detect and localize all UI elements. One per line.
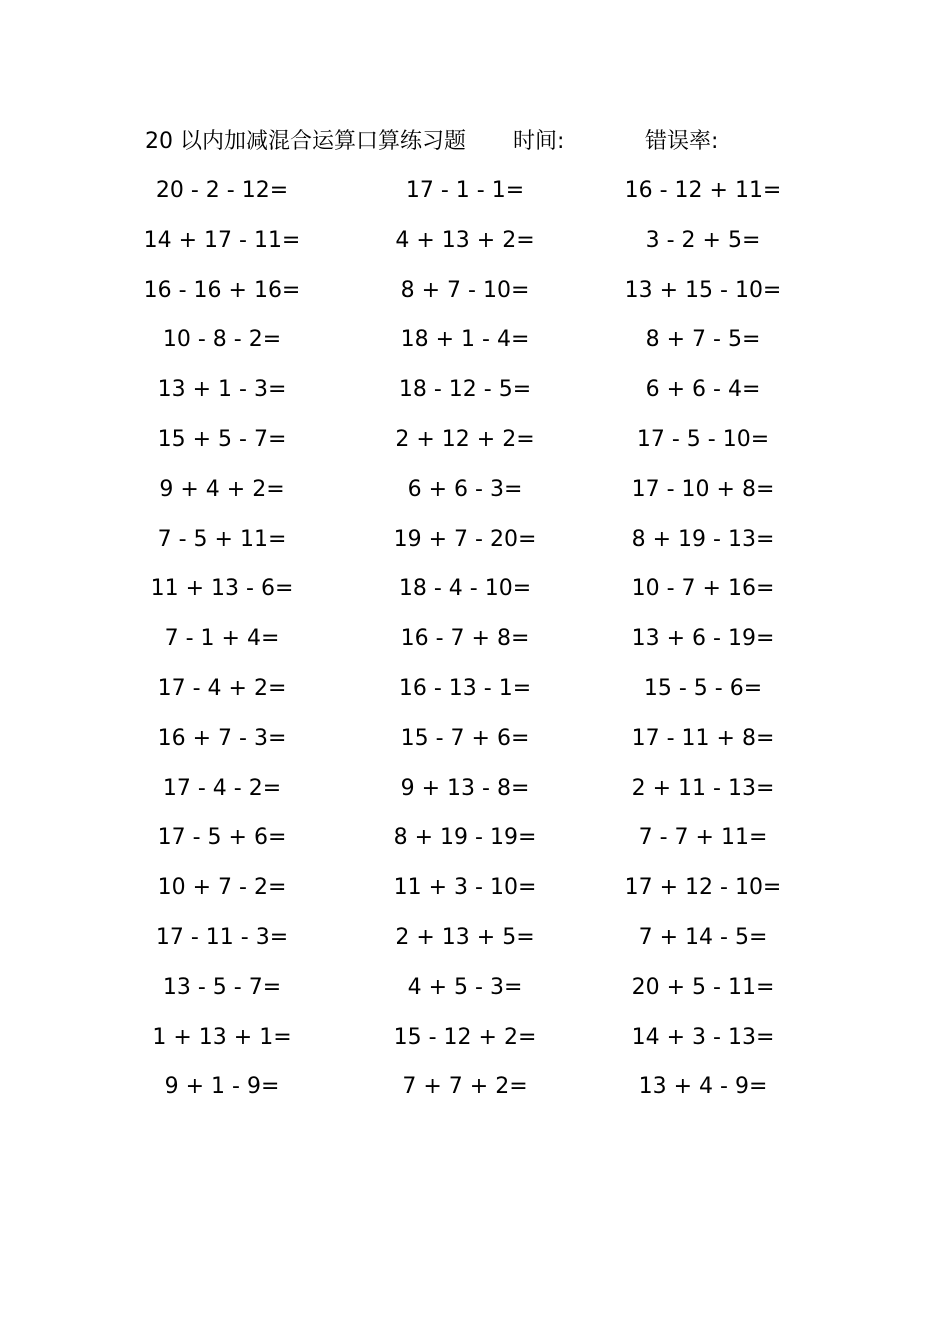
problem-cell: 19 + 7 - 20= xyxy=(393,526,537,552)
problem-cell: 15 - 12 + 2= xyxy=(393,1024,537,1050)
problem-row xyxy=(0,671,950,721)
problem-cell: 4 + 5 - 3= xyxy=(407,974,523,1000)
problem-cell: 16 - 16 + 16= xyxy=(143,277,301,303)
problem-cell: 18 - 12 - 5= xyxy=(398,377,532,403)
problem-cell: 17 - 5 - 10= xyxy=(636,426,770,452)
problem-cell: 9 + 4 + 2= xyxy=(159,476,285,502)
problem-cell: 8 + 19 - 13= xyxy=(631,526,775,552)
problem-cell: 17 - 5 + 6= xyxy=(157,825,287,851)
problem-cell: 7 - 1 + 4= xyxy=(164,626,280,652)
problem-row xyxy=(0,621,950,671)
problem-row xyxy=(0,721,950,771)
problem-cell: 20 - 2 - 12= xyxy=(155,178,289,203)
problem-row xyxy=(0,422,950,472)
problem-grid xyxy=(0,173,950,1119)
problem-cell: 10 + 7 - 2= xyxy=(157,875,287,901)
time-label: 时间: xyxy=(513,129,565,154)
problem-cell: 15 + 5 - 7= xyxy=(157,426,287,452)
problem-cell: 17 - 4 + 2= xyxy=(157,675,287,701)
problem-row xyxy=(0,571,950,621)
problem-row xyxy=(0,472,950,522)
problem-row xyxy=(0,1069,950,1119)
problem-cell: 9 + 1 - 9= xyxy=(164,1074,280,1100)
problem-cell: 16 + 7 - 3= xyxy=(157,725,287,751)
problem-row xyxy=(0,820,950,870)
problem-cell: 18 - 4 - 10= xyxy=(398,576,532,602)
problem-cell: 7 - 7 + 11= xyxy=(638,825,768,851)
problem-cell: 1 + 13 + 1= xyxy=(152,1024,292,1050)
problem-row xyxy=(0,273,950,323)
problem-cell: 3 - 2 + 5= xyxy=(645,227,761,253)
problem-cell: 8 + 7 - 10= xyxy=(400,277,530,303)
error-rate-label: 错误率: xyxy=(645,129,719,154)
problem-row xyxy=(0,522,950,572)
problem-cell: 14 + 17 - 11= xyxy=(143,227,301,253)
problem-cell: 8 + 7 - 5= xyxy=(645,327,761,353)
problem-cell: 18 + 1 - 4= xyxy=(400,327,530,353)
problem-cell: 13 - 5 - 7= xyxy=(162,974,282,1000)
problem-cell: 13 + 4 - 9= xyxy=(638,1074,768,1100)
problem-cell: 16 - 13 - 1= xyxy=(398,675,532,701)
problem-cell: 9 + 13 - 8= xyxy=(400,775,530,801)
problem-cell: 6 + 6 - 3= xyxy=(407,476,523,502)
problem-cell: 13 + 1 - 3= xyxy=(157,377,287,403)
problem-cell: 6 + 6 - 4= xyxy=(645,377,761,403)
problem-row xyxy=(0,223,950,273)
problem-cell: 8 + 19 - 19= xyxy=(393,825,537,851)
problem-cell: 16 - 7 + 8= xyxy=(400,626,530,652)
problem-row xyxy=(0,322,950,372)
problem-cell: 17 - 10 + 8= xyxy=(631,476,775,502)
problem-row xyxy=(0,771,950,821)
problem-cell: 13 + 15 - 10= xyxy=(624,277,782,303)
problem-cell: 10 - 8 - 2= xyxy=(162,327,282,353)
problem-cell: 7 + 14 - 5= xyxy=(638,924,768,950)
problem-cell: 7 + 7 + 2= xyxy=(402,1074,528,1100)
problem-cell: 2 + 11 - 13= xyxy=(631,775,775,801)
problem-cell: 17 - 11 + 8= xyxy=(631,725,775,751)
problem-cell: 15 - 5 - 6= xyxy=(643,675,763,701)
problem-cell: 17 - 1 - 1= xyxy=(405,178,525,203)
problem-cell: 2 + 12 + 2= xyxy=(395,426,535,452)
problem-row xyxy=(0,970,950,1020)
problem-cell: 16 - 12 + 11= xyxy=(624,178,782,203)
problem-cell: 11 + 13 - 6= xyxy=(150,576,294,602)
problem-cell: 13 + 6 - 19= xyxy=(631,626,775,652)
problem-cell: 14 + 3 - 13= xyxy=(631,1024,775,1050)
problem-cell: 2 + 13 + 5= xyxy=(395,924,535,950)
problem-row xyxy=(0,920,950,970)
problem-cell: 17 + 12 - 10= xyxy=(624,875,782,901)
problem-cell: 4 + 13 + 2= xyxy=(395,227,535,253)
problem-cell: 20 + 5 - 11= xyxy=(631,974,775,1000)
problem-row xyxy=(0,173,950,223)
problem-cell: 11 + 3 - 10= xyxy=(393,875,537,901)
problem-row xyxy=(0,870,950,920)
problem-cell: 17 - 11 - 3= xyxy=(155,924,289,950)
problem-cell: 17 - 4 - 2= xyxy=(162,775,282,801)
problem-cell: 10 - 7 + 16= xyxy=(631,576,775,602)
worksheet-title: 20 以内加减混合运算口算练习题 xyxy=(145,129,466,154)
problem-cell: 7 - 5 + 11= xyxy=(157,526,287,552)
problem-row xyxy=(0,1020,950,1070)
problem-cell: 15 - 7 + 6= xyxy=(400,725,530,751)
problem-row xyxy=(0,372,950,422)
